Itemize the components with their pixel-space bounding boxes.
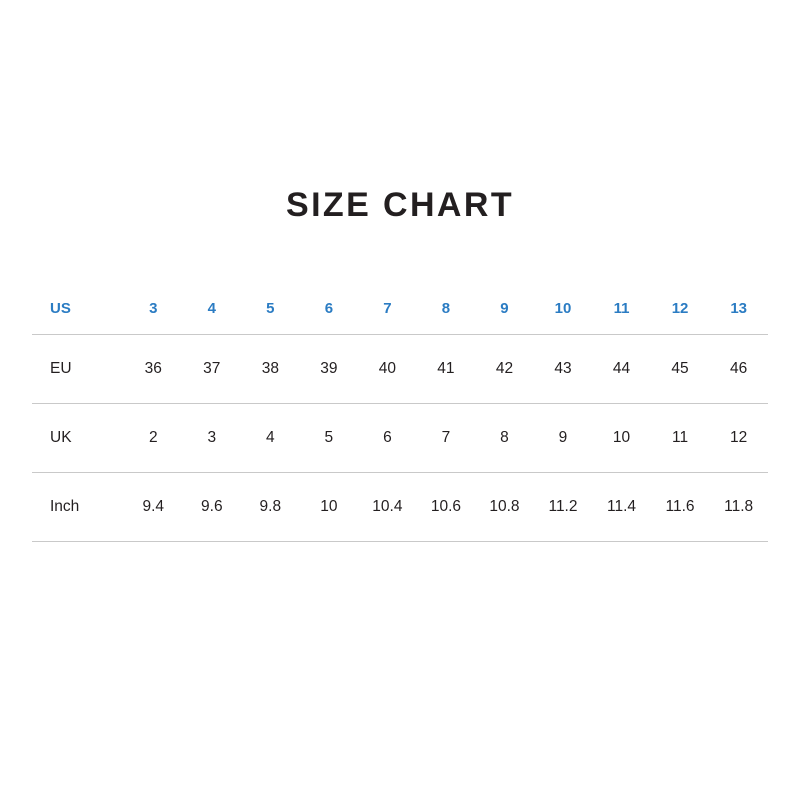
rule-cell bbox=[124, 542, 183, 543]
table-cell: 6 bbox=[358, 404, 417, 473]
table-row bbox=[32, 404, 768, 473]
table-cell: 11.8 bbox=[709, 473, 768, 542]
table-cell: 5 bbox=[300, 404, 359, 473]
rule-cell bbox=[300, 542, 359, 543]
table-cell: 11.2 bbox=[534, 473, 593, 542]
header-cell: 9 bbox=[500, 299, 509, 317]
table-cell: 43 bbox=[534, 335, 593, 404]
table-header-row bbox=[32, 278, 768, 335]
table-cell: 42 bbox=[475, 335, 534, 404]
table-cell: 3 bbox=[183, 404, 242, 473]
rule-cell bbox=[592, 542, 651, 543]
header-cell: 7 bbox=[383, 299, 392, 317]
table-cell: 10.8 bbox=[475, 473, 534, 542]
table-cell: 9.6 bbox=[183, 473, 242, 542]
row-label-eu: EU bbox=[32, 335, 124, 404]
table-cell: 11.6 bbox=[651, 473, 710, 542]
table-cell: 11 bbox=[651, 404, 710, 473]
table-cell: 45 bbox=[651, 335, 710, 404]
header-cell: 5 bbox=[266, 299, 275, 317]
table-cell: 9 bbox=[534, 404, 593, 473]
table-cell: 7 bbox=[417, 404, 476, 473]
header-cell: 6 bbox=[324, 299, 334, 317]
table-cell: 9.8 bbox=[241, 473, 300, 542]
size-chart-table bbox=[32, 278, 768, 542]
table-cell: 46 bbox=[709, 335, 768, 404]
table-cell: 10.6 bbox=[417, 473, 476, 542]
rule-cell bbox=[358, 542, 417, 543]
table-cell: 10.4 bbox=[358, 473, 417, 542]
size-chart-table-container bbox=[32, 278, 768, 542]
page-title: SIZE CHART bbox=[286, 186, 514, 224]
table-cell: 40 bbox=[358, 335, 417, 404]
table-cell: 38 bbox=[241, 335, 300, 404]
rule-cell bbox=[32, 542, 124, 543]
header-cell: 10 bbox=[554, 299, 572, 317]
rule-cell bbox=[417, 542, 476, 543]
rule-cell bbox=[534, 542, 593, 543]
table-cell: 4 bbox=[241, 404, 300, 473]
header-cell: 3 bbox=[149, 299, 158, 317]
table-cell: 41 bbox=[417, 335, 476, 404]
row-label-uk: UK bbox=[32, 404, 124, 473]
table-cell: 2 bbox=[124, 404, 183, 473]
rule-cell bbox=[475, 542, 534, 543]
table-cell: 9.4 bbox=[124, 473, 183, 542]
table-row bbox=[32, 335, 768, 404]
rule-cell bbox=[709, 542, 768, 543]
header-cell: 11 bbox=[613, 299, 630, 317]
table-cell: 10 bbox=[300, 473, 359, 542]
table-cell: 8 bbox=[475, 404, 534, 473]
table-cell: 12 bbox=[709, 404, 768, 473]
table-cell: 36 bbox=[124, 335, 183, 404]
row-label-inch: Inch bbox=[32, 473, 124, 542]
table-cell: 39 bbox=[300, 335, 359, 404]
header-cell: 8 bbox=[441, 299, 451, 317]
table-row bbox=[32, 473, 768, 542]
header-cell: 13 bbox=[730, 299, 747, 317]
rule-cell bbox=[241, 542, 300, 543]
row-label-us: US bbox=[50, 299, 71, 317]
table-bottom-rule bbox=[32, 542, 768, 543]
table-cell: 11.4 bbox=[592, 473, 651, 542]
header-cell: 4 bbox=[207, 299, 216, 317]
header-cell: 12 bbox=[671, 299, 689, 317]
table-cell: 10 bbox=[592, 404, 651, 473]
rule-cell bbox=[651, 542, 710, 543]
rule-cell bbox=[183, 542, 242, 543]
table-cell: 37 bbox=[183, 335, 242, 404]
table-cell: 44 bbox=[592, 335, 651, 404]
